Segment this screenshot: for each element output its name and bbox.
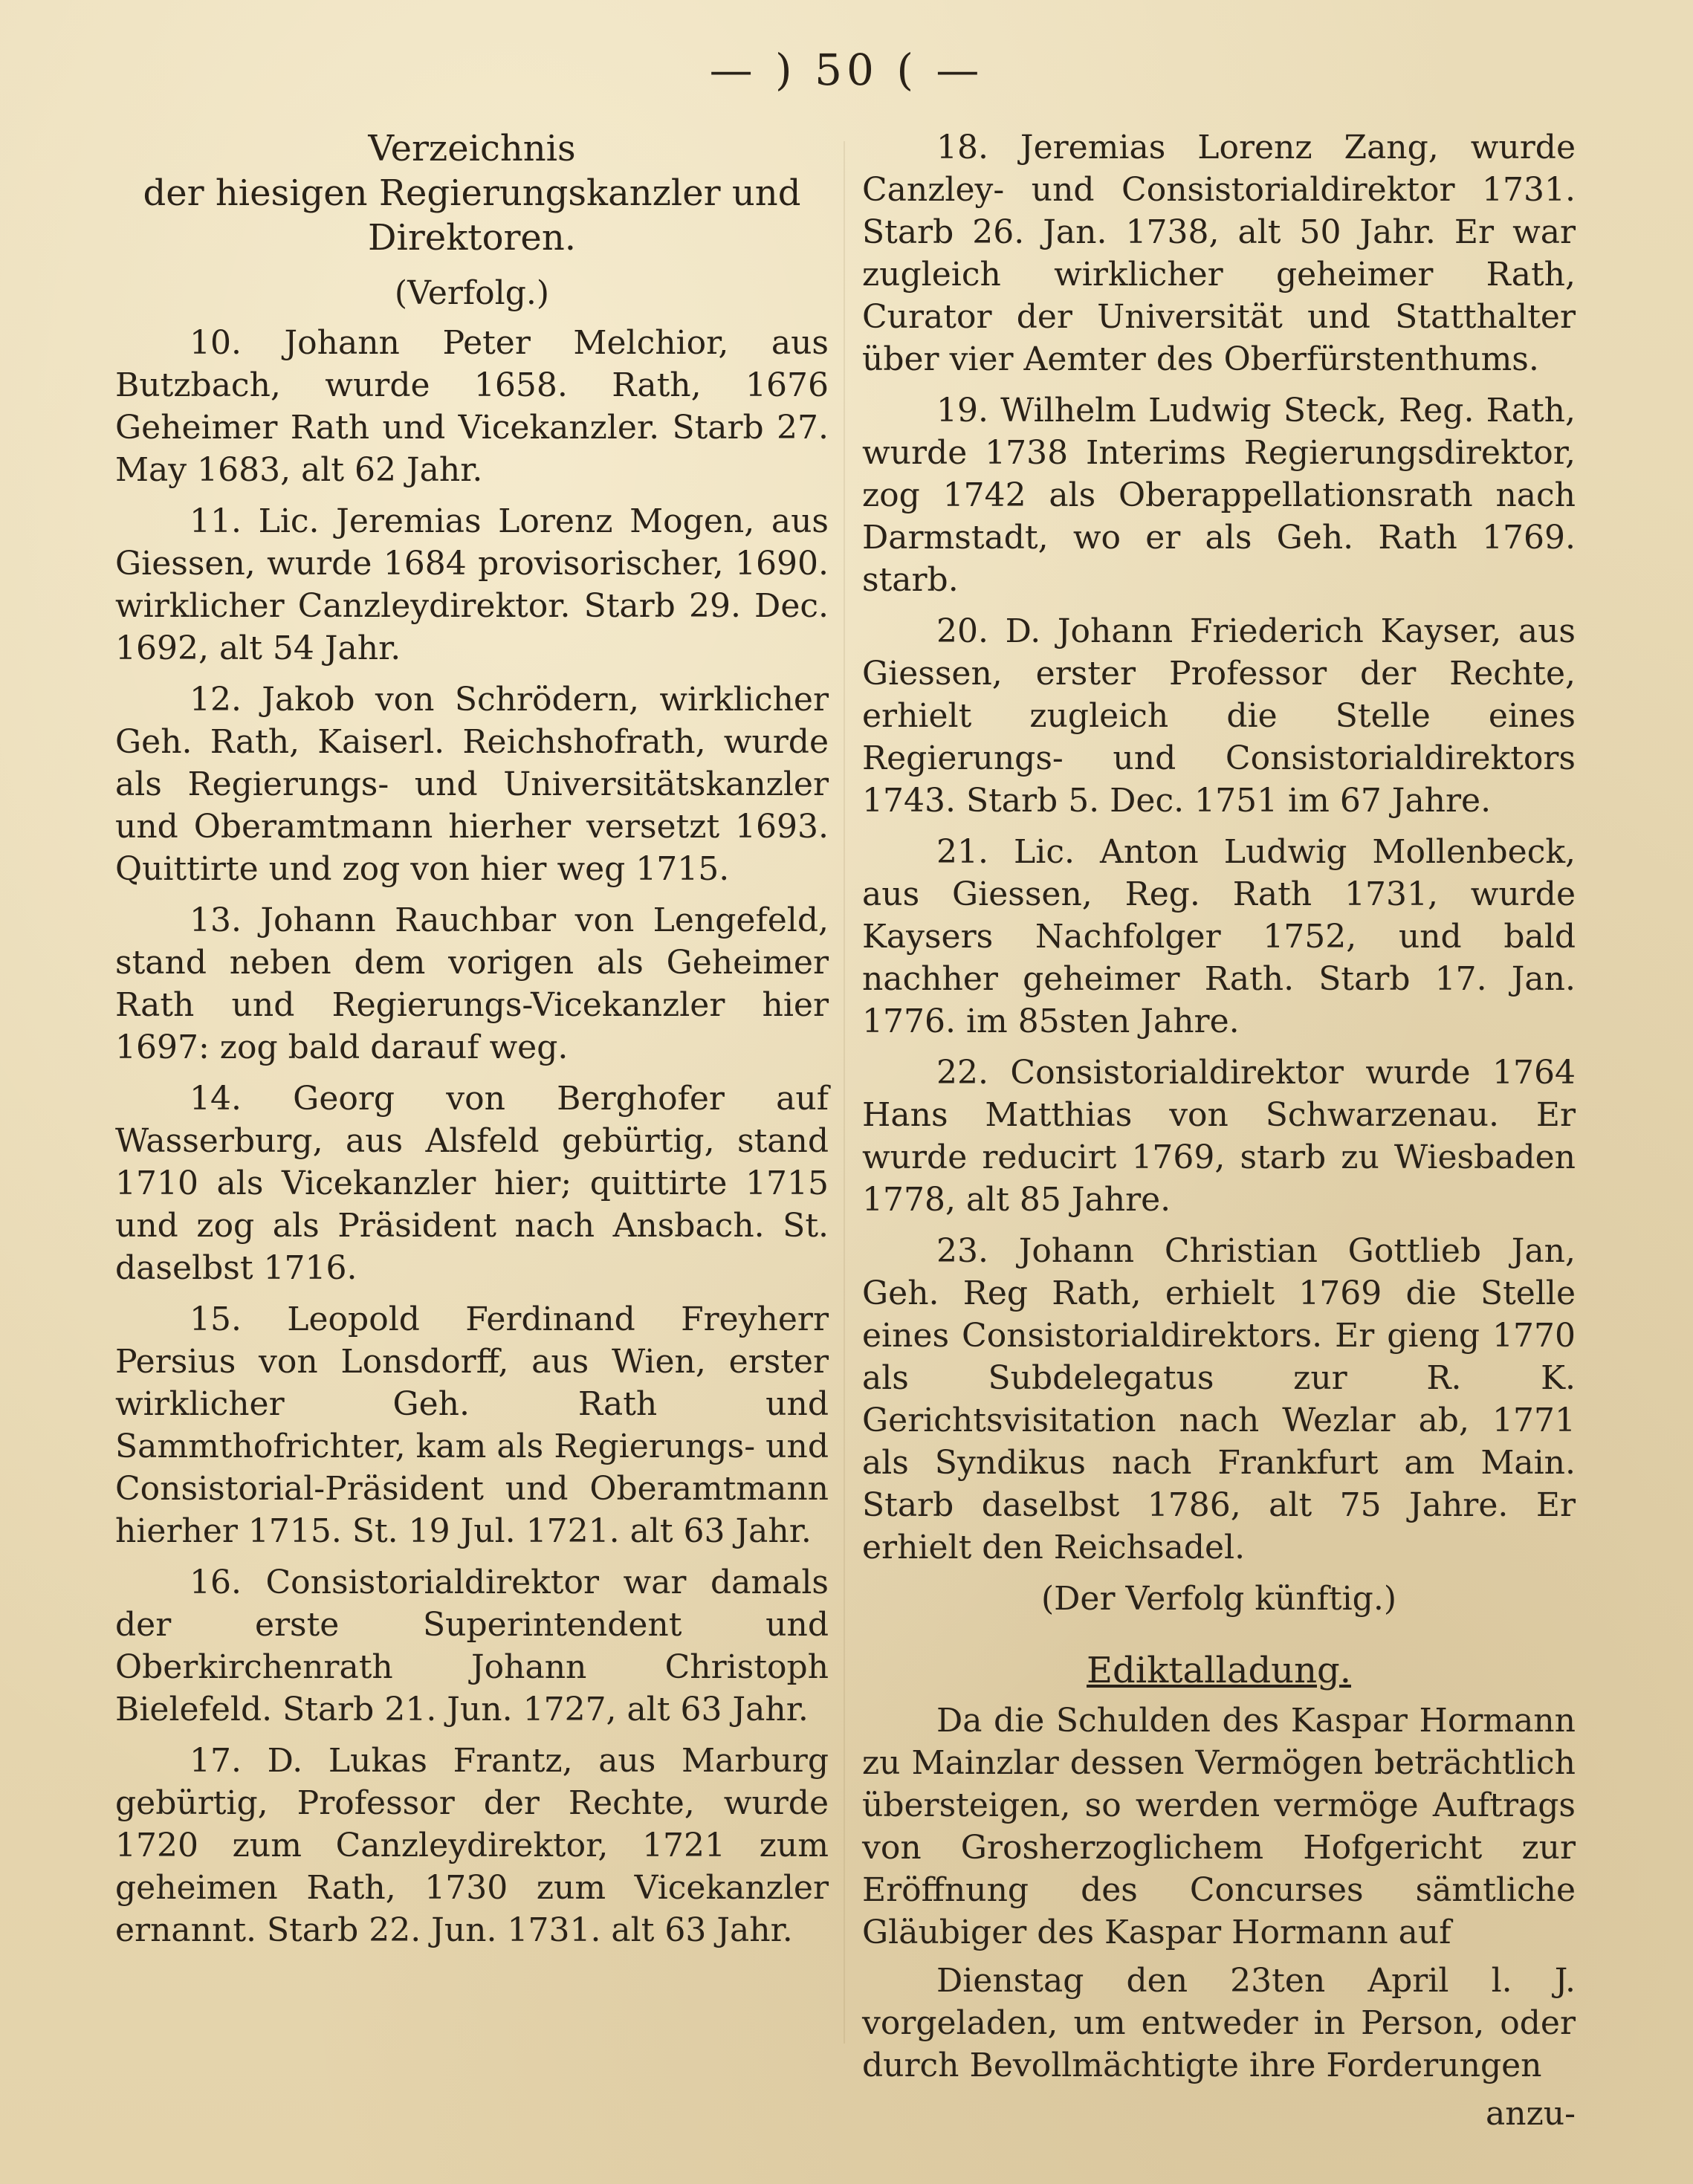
- continued-note: (Verfolg.): [394, 274, 550, 312]
- catchword: anzu-: [1486, 2095, 1576, 2133]
- page-number: — ) 50 ( —: [709, 45, 984, 95]
- entry-15: 15. Leopold Ferdinand Freyherr Persius von Lonsdorff, aus Wien, erster wirklicher Geh. Rath und Sammthofrichter, kam als Regierungs- und Consistorial-Präsident und Oberamtmann hierher 1715. St. 19 Jul. 1721. alt 63 Jahr.: [115, 1300, 829, 1550]
- section-title-ediktalladung: Ediktalladung.: [1087, 1650, 1351, 1691]
- entry-11: 11. Lic. Jeremias Lorenz Mogen, aus Giessen, wurde 1684 provisorischer, 1690. wirklicher Canzleydirektor. Starb 29. Dec. 1692, alt 54 Jahr.: [115, 502, 829, 667]
- list-subtitle: der hiesigen Regierungskanzler und Direktoren.: [143, 172, 801, 259]
- entry-19: 19. Wilhelm Ludwig Steck, Reg. Rath, wurde 1738 Interims Regierungsdirektor, zog 1742 als Oberappellationsrath nach Darmstadt, wo er als Geh. Rath 1769. starb.: [862, 392, 1576, 599]
- right-column: [862, 126, 1576, 2135]
- continued-later-note: (Der Verfolg künftig.): [1040, 1580, 1396, 1618]
- notice-paragraph-1: Da die Schulden des Kaspar Hormann zu Mainzlar dessen Vermögen beträchtlich übersteigen, so werden vermöge Auftrags von Grosherzoglichem Hofgericht zur Eröffnung des Concurses sämtliche Gläubiger des Kaspar Hormann auf: [862, 1702, 1576, 1951]
- left-column: [115, 126, 829, 1960]
- entry-22: 22. Consistorialdirektor wurde 1764 Hans Matthias von Schwarzenau. Er wurde reducirt 1769, starb zu Wiesbaden 1778, alt 85 Jahre.: [862, 1054, 1576, 1219]
- entry-21: 21. Lic. Anton Ludwig Mollenbeck, aus Giessen, Reg. Rath 1731, wurde Kaysers Nachfolger 1752, und bald nachher geheimer Rath. Starb 17. Jan. 1776. im 85sten Jahre.: [862, 833, 1576, 1040]
- entry-18: 18. Jeremias Lorenz Zang, wurde Canzley- und Consistorialdirektor 1731. Starb 26. Jan. 1738, alt 50 Jahr. Er war zugleich wirklicher geheimer Rath, Curator der Universität und Statthalter über vier Aemter des Oberfürstenthums.: [862, 129, 1576, 378]
- entry-23: 23. Johann Christian Gottlieb Jan, Geh. Reg Rath, erhielt 1769 die Stelle eines Consistorialdirektors. Er gieng 1770 als Subdelegatus zur R. K. Gerichtsvisitation nach Wezlar ab, 1771 als Syndikus nach Frankfurt am Main. Starb daselbst 1786, alt 75 Jahre. Er erhielt den Reichsadel.: [862, 1232, 1576, 1566]
- entry-14: 14. Georg von Berghofer auf Wasserburg, aus Alsfeld gebürtig, stand 1710 als Vicekanzler hier; quittirte 1715 und zog als Präsident nach Ansbach. St. daselbst 1716.: [115, 1080, 829, 1287]
- column-divider: [844, 141, 845, 2044]
- entry-13: 13. Johann Rauchbar von Lengefeld, stand neben dem vorigen als Geheimer Rath und Regierungs-Vicekanzler hier 1697: zog bald darauf weg.: [115, 901, 829, 1066]
- entry-17: 17. D. Lukas Frantz, aus Marburg gebürtig, Professor der Rechte, wurde 1720 zum Canzleydirektor, 1721 zum geheimen Rath, 1730 zum Vicekanzler ernannt. Starb 22. Jun. 1731. alt 63 Jahr.: [115, 1742, 829, 1949]
- entry-10: 10. Johann Peter Melchior, aus Butzbach, wurde 1658. Rath, 1676 Geheimer Rath und Vicekanzler. Starb 27. May 1683, alt 62 Jahr.: [115, 324, 829, 489]
- entry-12: 12. Jakob von Schrödern, wirklicher Geh. Rath, Kaiserl. Reichshofrath, wurde als Regierungs- und Universitätskanzler und Oberamtmann hierher versetzt 1693. Quittirte und zog von hier weg 1715.: [115, 681, 829, 888]
- entry-20: 20. D. Johann Friederich Kayser, aus Giessen, erster Professor der Rechte, erhielt zugleich die Stelle eines Regierungs- und Consistorialdirektors 1743. Starb 5. Dec. 1751 im 67 Jahre.: [862, 612, 1576, 820]
- notice-paragraph-2: Dienstag den 23ten April l. J. vorgeladen, um entweder in Person, oder durch Bevollmächtigte ihre Forderungen: [862, 1962, 1576, 2084]
- entry-16: 16. Consistorialdirektor war damals der erste Superintendent und Oberkirchenrath Johann Christoph Bielefeld. Starb 21. Jun. 1727, alt 63 Jahr.: [115, 1564, 829, 1728]
- list-title: Verzeichnis: [368, 128, 576, 169]
